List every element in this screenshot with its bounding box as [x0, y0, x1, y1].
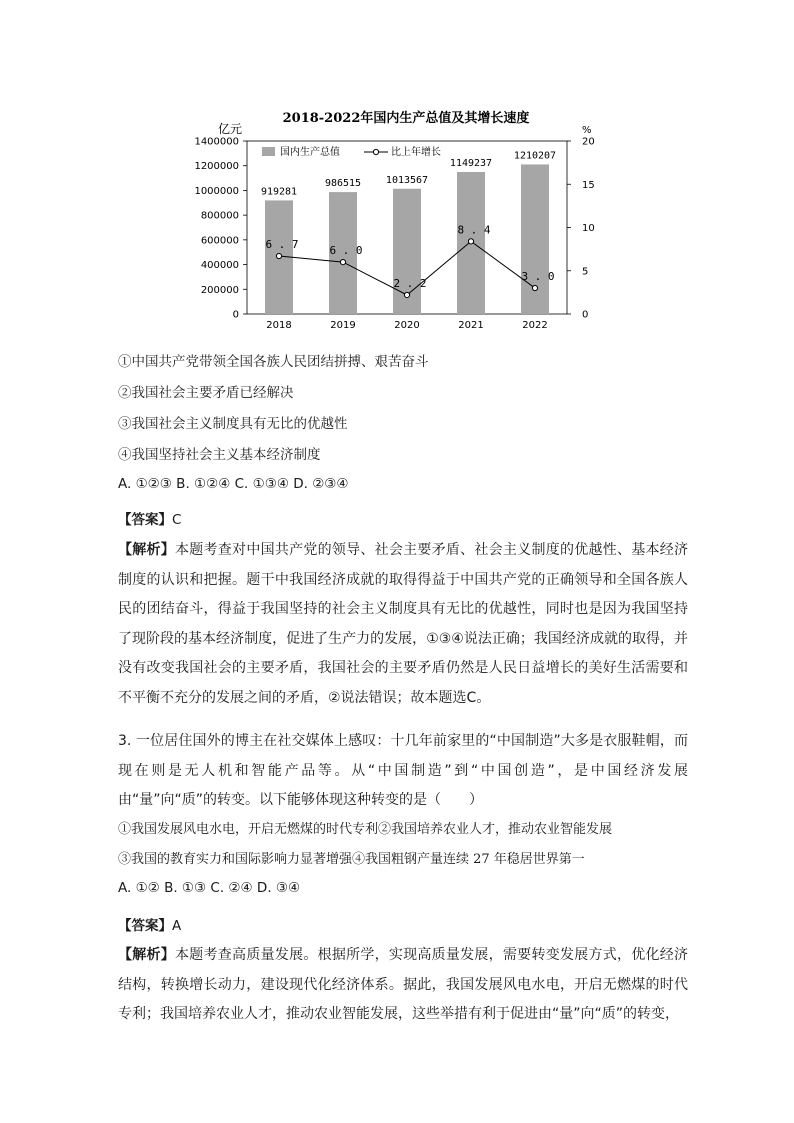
q3-options-line-2: ③我国的教育实力和国际影响力显著增强④我国粗钢产量连续 27 年稳居世界第一: [118, 852, 585, 867]
q3-choices: A. ①② B. ①③ C. ②④ D. ③④: [118, 880, 301, 896]
gdp-chart-svg: [0, 0, 794, 340]
chart-title: 2018-2022年国内生产总值及其增长速度: [282, 111, 530, 126]
q2-answer-label: 【答案】: [118, 512, 172, 528]
q2-answer: [118, 508, 181, 528]
legend-line-marker: [373, 149, 378, 154]
left-axis-tick-label: 600000: [200, 235, 239, 247]
left-axis-tick-label: 1000000: [194, 185, 239, 197]
q2-analysis: [118, 536, 688, 713]
gdp-bar: [521, 164, 549, 314]
left-axis-tick-label: 0: [232, 309, 239, 321]
left-axis-tick-label: 1200000: [194, 161, 239, 173]
x-tick-label: 2022: [522, 320, 548, 331]
q3-answer-value: A: [172, 918, 182, 934]
growth-point-label: 6 . 7: [265, 238, 299, 252]
q3-analysis-text: 本题考查高质量发展。根据所学，实现高质量发展，需要转变发展方式，优化经济结构，转换增长动力，建设现代化经济体系。据此，我国发展风电水电，开启无燃煤的时代专利；我国培养农业人才，推动农业智能发展，这些举措有利于促进由“量”向“质”的转变，: [118, 947, 689, 1022]
q3-analysis-label: 【解析】: [118, 947, 176, 963]
growth-point-label: 2 . 2: [393, 276, 427, 290]
left-axis-unit: 亿元: [218, 122, 243, 136]
legend-bar-swatch: [262, 147, 275, 156]
q2-option-3: ③我国社会主义制度具有无比的优越性: [118, 416, 348, 432]
q3-options-line-1: ①我国发展风电水电，开启无燃煤的时代专利②我国培养农业人才，推动农业智能发展: [118, 822, 613, 837]
legend-bar-label: 国内生产总值: [280, 147, 340, 158]
q2-option-1: ①中国共产党带领全国各族人民团结拼搏、艰苦奋斗: [118, 354, 429, 370]
gdp-bar-label: 1013567: [385, 174, 429, 186]
q2-choices: A. ①②③ B. ①②④ C. ①③④ D. ②③④: [118, 476, 349, 492]
left-axis-tick-label: 400000: [200, 260, 239, 272]
x-tick-label: 2021: [458, 320, 484, 331]
x-tick-label: 2019: [330, 320, 356, 331]
gdp-chart: [0, 0, 794, 340]
q3-answer: [118, 914, 181, 934]
left-axis-tick-label: 800000: [200, 210, 239, 222]
right-axis-tick-label: 0: [582, 309, 589, 321]
q2-option-2: ②我国社会主要矛盾已经解决: [118, 385, 294, 401]
growth-point: [404, 292, 409, 297]
gdp-bar-label: 919281: [260, 186, 298, 198]
left-axis-tick-label: 200000: [200, 284, 239, 296]
gdp-bar-label: 986515: [324, 178, 362, 190]
q3-analysis: [118, 941, 688, 1030]
gdp-bar-label: 1149237: [449, 157, 493, 169]
growth-point: [532, 285, 537, 290]
right-axis-tick-label: 5: [582, 266, 589, 278]
q3-answer-label: 【答案】: [118, 918, 172, 934]
x-tick-label: 2020: [394, 320, 420, 331]
right-axis-tick-label: 15: [582, 179, 595, 191]
q2-option-4: ④我国坚持社会主义基本经济制度: [118, 447, 321, 463]
growth-point: [468, 239, 473, 244]
growth-point-label: 3 . 0: [521, 270, 555, 284]
q2-analysis-label: 【解析】: [118, 542, 176, 558]
right-axis-tick-label: 20: [582, 136, 595, 148]
q2-answer-value: C: [172, 512, 182, 528]
growth-point: [340, 260, 345, 265]
right-axis-unit: %: [582, 125, 592, 136]
growth-point: [276, 253, 281, 258]
q2-analysis-text: 本题考查对中国共产党的领导、社会主要矛盾、社会主义制度的优越性、基本经济制度的认识和把握。题干中我国经济成就的取得得益于中国共产党的正确领导和全国各族人民的团结奋斗，得益于我国坚持的社会主义制度具有无比的优越性，同时也是因为我国坚持了现阶段的基本经济制度，促进了生产力的发展，①③④说法正确；我国经济成就的取得，并没有改变我国社会的主要矛盾，我国社会的主要矛盾仍然是人民日益增长的美好生活需要和不平衡不充分的发展之间的矛盾，②说法错误；故本题选C。: [118, 542, 689, 706]
growth-point-label: 6 . 0: [329, 244, 363, 258]
gdp-bar-label: 1210207: [513, 150, 557, 162]
right-axis-tick-label: 10: [582, 223, 595, 234]
q3-stem: 3. 一位居住国外的博主在社交媒体上感叹：十几年前家里的“中国制造”大多是衣服鞋帽，而现在则是无人机和智能产品等。从“中国制造”到“中国创造”，是中国经济发展由“量”向“质”的转变。以下能够体现这种转变的是（ ）: [118, 733, 688, 808]
left-axis-tick-label: 1400000: [194, 136, 239, 148]
x-tick-label: 2018: [266, 320, 292, 331]
growth-point-label: 8 . 4: [457, 223, 491, 237]
legend-line-label: 比上年增长: [391, 147, 441, 158]
